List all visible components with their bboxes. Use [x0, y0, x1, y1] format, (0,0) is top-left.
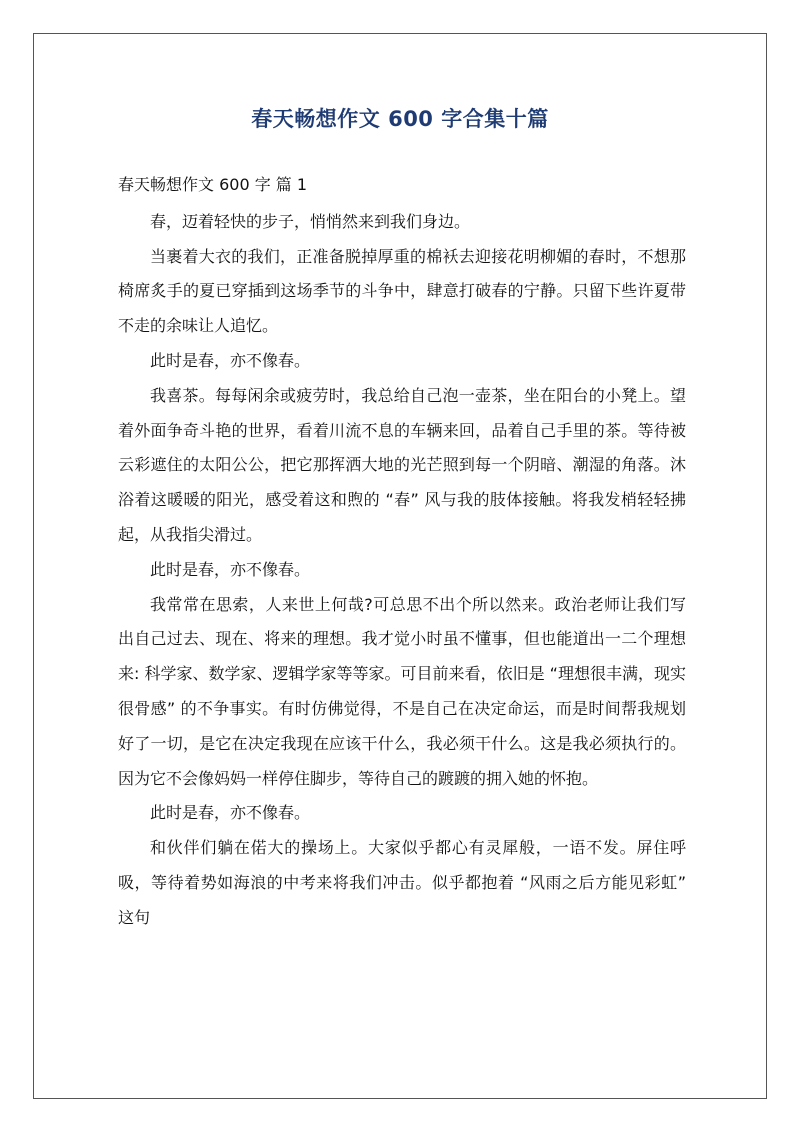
paragraph: 我喜茶。每每闲余或疲劳时，我总给自己泡一壶茶，坐在阳台的小凳上。望着外面争奇斗艳的世界，看着川流不息的车辆来回，品着自己手里的茶。等待被云彩遮住的太阳公公，把它那挥洒大地的光芒照到每一个阴暗、潮湿的角落。沐浴着这暖暖的阳光，感受着这和煦的 “春” 风与我的肢体接触。将我发梢轻轻拂起，从我指尖滑过。: [118, 385, 686, 544]
document-title: 春天畅想作文 600 字合集十篇: [251, 107, 549, 131]
section-heading: 春天畅想作文 600 字 篇 1: [118, 175, 308, 194]
paragraph: 我常常在思索，人来世上何哉?可总思不出个所以然来。政治老师让我们写出自己过去、现在、将来的理想。我才觉小时虽不懂事，但也能道出一二个理想来: 科学家、数学家、逻辑学家等等家。可目前来看，依旧是 “理想很丰满，现实很骨感” 的不争事实。有时仿佛觉得，不是自己在决定命运，而是时间帮我规划好了一切，是它在决定我现在应该干什么，我必须干什么。这是我必须执行的。因为它不会像妈妈一样停住脚步，等待自己的踱踱的拥入她的怀抱。: [118, 594, 686, 788]
paragraph: 和伙伴们躺在偌大的操场上。大家似乎都心有灵犀般，一语不发。屏住呼吸，等待着势如海浪的中考来将我们冲击。似乎都抱着 “风雨之后方能见彩虹” 这句: [118, 838, 686, 927]
document-body: [118, 168, 686, 936]
paragraph: 此时是春，亦不像春。: [150, 803, 311, 823]
paragraph: 此时是春，亦不像春。: [150, 559, 311, 579]
paragraph: 春，迈着轻快的步子，悄悄然来到我们身边。: [150, 211, 471, 231]
paragraph: 当裹着大衣的我们，正准备脱掉厚重的棉袄去迎接花明柳媚的春时，不想那椅席炙手的夏已穿插到这场季节的斗争中，肆意打破春的宁静。只留下些许夏带不走的余味让人追忆。: [118, 246, 686, 336]
paragraph: 此时是春，亦不像春。: [150, 350, 311, 370]
